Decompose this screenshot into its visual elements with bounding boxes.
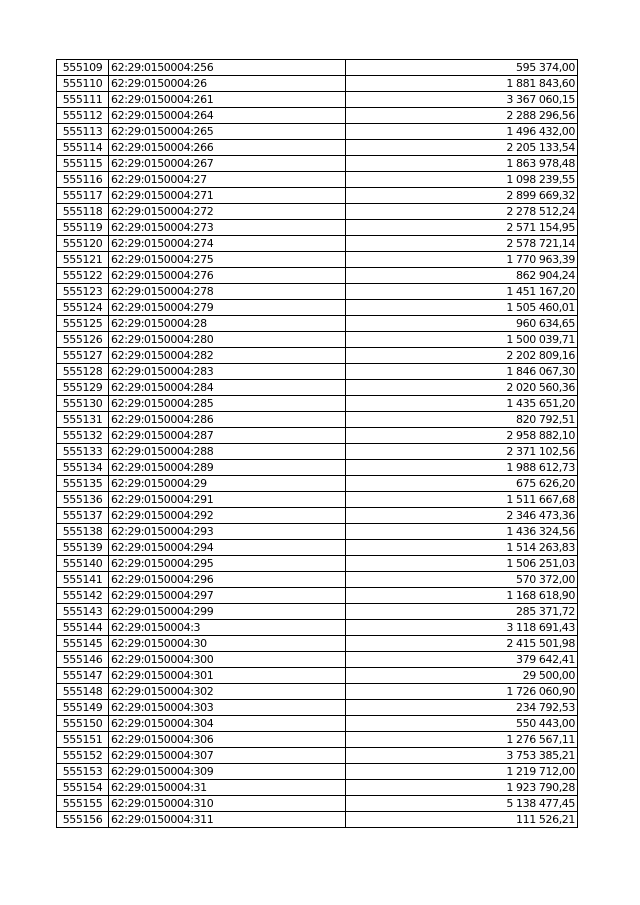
row-number: 555120 bbox=[57, 236, 109, 252]
table-row bbox=[57, 412, 578, 428]
cadastral-value: 1 506 251,03 bbox=[346, 556, 578, 572]
cadastral-number: 62:29:0150004:311 bbox=[109, 812, 346, 828]
row-number: 555111 bbox=[57, 92, 109, 108]
cadastral-number: 62:29:0150004:307 bbox=[109, 748, 346, 764]
cadastral-value: 1 511 667,68 bbox=[346, 492, 578, 508]
table-row bbox=[57, 636, 578, 652]
cadastral-number: 62:29:0150004:276 bbox=[109, 268, 346, 284]
cadastral-number: 62:29:0150004:303 bbox=[109, 700, 346, 716]
table-row bbox=[57, 140, 578, 156]
row-number: 555152 bbox=[57, 748, 109, 764]
row-number: 555133 bbox=[57, 444, 109, 460]
table-row bbox=[57, 284, 578, 300]
cadastral-number: 62:29:0150004:284 bbox=[109, 380, 346, 396]
cadastral-number: 62:29:0150004:304 bbox=[109, 716, 346, 732]
cadastral-number: 62:29:0150004:309 bbox=[109, 764, 346, 780]
cadastral-number: 62:29:0150004:287 bbox=[109, 428, 346, 444]
cadastral-number: 62:29:0150004:265 bbox=[109, 124, 346, 140]
cadastral-value: 550 443,00 bbox=[346, 716, 578, 732]
row-number: 555140 bbox=[57, 556, 109, 572]
cadastral-number: 62:29:0150004:279 bbox=[109, 300, 346, 316]
cadastral-value: 2 288 296,56 bbox=[346, 108, 578, 124]
cadastral-value: 1 726 060,90 bbox=[346, 684, 578, 700]
table-row bbox=[57, 444, 578, 460]
table-row bbox=[57, 604, 578, 620]
table-row bbox=[57, 204, 578, 220]
cadastral-value: 675 626,20 bbox=[346, 476, 578, 492]
cadastral-number: 62:29:0150004:28 bbox=[109, 316, 346, 332]
cadastral-value: 2 571 154,95 bbox=[346, 220, 578, 236]
cadastral-value: 820 792,51 bbox=[346, 412, 578, 428]
row-number: 555151 bbox=[57, 732, 109, 748]
table-row bbox=[57, 92, 578, 108]
cadastral-value: 3 753 385,21 bbox=[346, 748, 578, 764]
table-row bbox=[57, 812, 578, 828]
cadastral-number: 62:29:0150004:264 bbox=[109, 108, 346, 124]
row-number: 555132 bbox=[57, 428, 109, 444]
row-number: 555135 bbox=[57, 476, 109, 492]
table-row bbox=[57, 652, 578, 668]
cadastral-value: 1 770 963,39 bbox=[346, 252, 578, 268]
row-number: 555118 bbox=[57, 204, 109, 220]
cadastral-number: 62:29:0150004:261 bbox=[109, 92, 346, 108]
cadastral-value: 1 496 432,00 bbox=[346, 124, 578, 140]
table-row bbox=[57, 364, 578, 380]
cadastral-value: 2 205 133,54 bbox=[346, 140, 578, 156]
table-row bbox=[57, 268, 578, 284]
cadastral-number: 62:29:0150004:310 bbox=[109, 796, 346, 812]
row-number: 555122 bbox=[57, 268, 109, 284]
row-number: 555115 bbox=[57, 156, 109, 172]
cadastral-number: 62:29:0150004:294 bbox=[109, 540, 346, 556]
row-number: 555127 bbox=[57, 348, 109, 364]
cadastral-number: 62:29:0150004:27 bbox=[109, 172, 346, 188]
cadastral-number: 62:29:0150004:283 bbox=[109, 364, 346, 380]
row-number: 555117 bbox=[57, 188, 109, 204]
row-number: 555136 bbox=[57, 492, 109, 508]
row-number: 555142 bbox=[57, 588, 109, 604]
table-row bbox=[57, 156, 578, 172]
row-number: 555116 bbox=[57, 172, 109, 188]
row-number: 555138 bbox=[57, 524, 109, 540]
cadastral-value: 29 500,00 bbox=[346, 668, 578, 684]
cadastral-value: 595 374,00 bbox=[346, 60, 578, 76]
cadastral-number: 62:29:0150004:289 bbox=[109, 460, 346, 476]
cadastral-number: 62:29:0150004:286 bbox=[109, 412, 346, 428]
cadastral-number: 62:29:0150004:297 bbox=[109, 588, 346, 604]
table-row bbox=[57, 252, 578, 268]
cadastral-number: 62:29:0150004:256 bbox=[109, 60, 346, 76]
table-row bbox=[57, 172, 578, 188]
cadastral-number: 62:29:0150004:299 bbox=[109, 604, 346, 620]
row-number: 555131 bbox=[57, 412, 109, 428]
cadastral-value: 5 138 477,45 bbox=[346, 796, 578, 812]
cadastral-value: 1 514 263,83 bbox=[346, 540, 578, 556]
cadastral-value: 2 371 102,56 bbox=[346, 444, 578, 460]
table-row bbox=[57, 508, 578, 524]
row-number: 555125 bbox=[57, 316, 109, 332]
cadastral-value: 2 278 512,24 bbox=[346, 204, 578, 220]
cadastral-number: 62:29:0150004:301 bbox=[109, 668, 346, 684]
cadastral-value: 1 436 324,56 bbox=[346, 524, 578, 540]
cadastral-value: 2 415 501,98 bbox=[346, 636, 578, 652]
cadastral-value: 862 904,24 bbox=[346, 268, 578, 284]
table-row bbox=[57, 220, 578, 236]
table-row bbox=[57, 556, 578, 572]
cadastral-value: 2 020 560,36 bbox=[346, 380, 578, 396]
table-row bbox=[57, 124, 578, 140]
cadastral-value: 3 367 060,15 bbox=[346, 92, 578, 108]
table-row bbox=[57, 524, 578, 540]
row-number: 555144 bbox=[57, 620, 109, 636]
table-row bbox=[57, 716, 578, 732]
cadastral-number: 62:29:0150004:293 bbox=[109, 524, 346, 540]
table-row bbox=[57, 236, 578, 252]
table-row bbox=[57, 620, 578, 636]
cadastral-value: 2 578 721,14 bbox=[346, 236, 578, 252]
cadastral-value: 2 958 882,10 bbox=[346, 428, 578, 444]
cadastral-value: 1 863 978,48 bbox=[346, 156, 578, 172]
cadastral-value: 3 118 691,43 bbox=[346, 620, 578, 636]
row-number: 555123 bbox=[57, 284, 109, 300]
cadastral-number: 62:29:0150004:275 bbox=[109, 252, 346, 268]
row-number: 555139 bbox=[57, 540, 109, 556]
table-row bbox=[57, 748, 578, 764]
row-number: 555143 bbox=[57, 604, 109, 620]
cadastral-number: 62:29:0150004:267 bbox=[109, 156, 346, 172]
cadastral-value: 1 505 460,01 bbox=[346, 300, 578, 316]
cadastral-value: 1 435 651,20 bbox=[346, 396, 578, 412]
cadastral-value: 2 202 809,16 bbox=[346, 348, 578, 364]
cadastral-number: 62:29:0150004:3 bbox=[109, 620, 346, 636]
row-number: 555110 bbox=[57, 76, 109, 92]
row-number: 555153 bbox=[57, 764, 109, 780]
table-row bbox=[57, 668, 578, 684]
table-row bbox=[57, 316, 578, 332]
cadastral-number: 62:29:0150004:29 bbox=[109, 476, 346, 492]
cadastral-value: 1 168 618,90 bbox=[346, 588, 578, 604]
row-number: 555147 bbox=[57, 668, 109, 684]
row-number: 555137 bbox=[57, 508, 109, 524]
row-number: 555156 bbox=[57, 812, 109, 828]
cadastral-number: 62:29:0150004:266 bbox=[109, 140, 346, 156]
cadastral-value: 2 346 473,36 bbox=[346, 508, 578, 524]
table-row bbox=[57, 108, 578, 124]
table-row bbox=[57, 540, 578, 556]
row-number: 555109 bbox=[57, 60, 109, 76]
row-number: 555146 bbox=[57, 652, 109, 668]
row-number: 555113 bbox=[57, 124, 109, 140]
table-row bbox=[57, 764, 578, 780]
row-number: 555148 bbox=[57, 684, 109, 700]
table-row bbox=[57, 300, 578, 316]
row-number: 555141 bbox=[57, 572, 109, 588]
row-number: 555154 bbox=[57, 780, 109, 796]
row-number: 555126 bbox=[57, 332, 109, 348]
row-number: 555124 bbox=[57, 300, 109, 316]
table-row bbox=[57, 332, 578, 348]
row-number: 555128 bbox=[57, 364, 109, 380]
cadastral-number: 62:29:0150004:274 bbox=[109, 236, 346, 252]
cadastral-number: 62:29:0150004:278 bbox=[109, 284, 346, 300]
cadastral-number: 62:29:0150004:296 bbox=[109, 572, 346, 588]
cadastral-number: 62:29:0150004:300 bbox=[109, 652, 346, 668]
row-number: 555121 bbox=[57, 252, 109, 268]
table-row bbox=[57, 60, 578, 76]
cadastral-number: 62:29:0150004:295 bbox=[109, 556, 346, 572]
table-body bbox=[57, 60, 578, 828]
cadastral-number: 62:29:0150004:285 bbox=[109, 396, 346, 412]
table-row bbox=[57, 700, 578, 716]
row-number: 555112 bbox=[57, 108, 109, 124]
table-row bbox=[57, 588, 578, 604]
row-number: 555155 bbox=[57, 796, 109, 812]
cadastral-number: 62:29:0150004:271 bbox=[109, 188, 346, 204]
cadastral-value: 960 634,65 bbox=[346, 316, 578, 332]
row-number: 555130 bbox=[57, 396, 109, 412]
row-number: 555114 bbox=[57, 140, 109, 156]
cadastral-value: 234 792,53 bbox=[346, 700, 578, 716]
table-row bbox=[57, 380, 578, 396]
cadastral-value: 1 451 167,20 bbox=[346, 284, 578, 300]
cadastral-value: 1 881 843,60 bbox=[346, 76, 578, 92]
cadastral-value: 1 923 790,28 bbox=[346, 780, 578, 796]
table-row bbox=[57, 348, 578, 364]
cadastral-number: 62:29:0150004:291 bbox=[109, 492, 346, 508]
cadastral-number: 62:29:0150004:272 bbox=[109, 204, 346, 220]
cadastral-value-table bbox=[56, 59, 578, 828]
row-number: 555134 bbox=[57, 460, 109, 476]
cadastral-number: 62:29:0150004:280 bbox=[109, 332, 346, 348]
cadastral-number: 62:29:0150004:273 bbox=[109, 220, 346, 236]
table-row bbox=[57, 732, 578, 748]
row-number: 555149 bbox=[57, 700, 109, 716]
table-row bbox=[57, 796, 578, 812]
row-number: 555129 bbox=[57, 380, 109, 396]
cadastral-value: 1 500 039,71 bbox=[346, 332, 578, 348]
row-number: 555145 bbox=[57, 636, 109, 652]
cadastral-value: 1 988 612,73 bbox=[346, 460, 578, 476]
cadastral-number: 62:29:0150004:302 bbox=[109, 684, 346, 700]
cadastral-number: 62:29:0150004:292 bbox=[109, 508, 346, 524]
cadastral-value: 285 371,72 bbox=[346, 604, 578, 620]
cadastral-number: 62:29:0150004:30 bbox=[109, 636, 346, 652]
cadastral-number: 62:29:0150004:26 bbox=[109, 76, 346, 92]
cadastral-value: 1 846 067,30 bbox=[346, 364, 578, 380]
table-row bbox=[57, 780, 578, 796]
table-row bbox=[57, 396, 578, 412]
table-row bbox=[57, 460, 578, 476]
cadastral-value: 379 642,41 bbox=[346, 652, 578, 668]
table-row bbox=[57, 76, 578, 92]
table-row bbox=[57, 684, 578, 700]
cadastral-value: 111 526,21 bbox=[346, 812, 578, 828]
table-row bbox=[57, 188, 578, 204]
cadastral-value: 1 276 567,11 bbox=[346, 732, 578, 748]
row-number: 555150 bbox=[57, 716, 109, 732]
cadastral-number: 62:29:0150004:306 bbox=[109, 732, 346, 748]
cadastral-value: 1 098 239,55 bbox=[346, 172, 578, 188]
cadastral-number: 62:29:0150004:31 bbox=[109, 780, 346, 796]
cadastral-value: 570 372,00 bbox=[346, 572, 578, 588]
cadastral-value: 1 219 712,00 bbox=[346, 764, 578, 780]
table-row bbox=[57, 492, 578, 508]
cadastral-value: 2 899 669,32 bbox=[346, 188, 578, 204]
cadastral-number: 62:29:0150004:288 bbox=[109, 444, 346, 460]
cadastral-number: 62:29:0150004:282 bbox=[109, 348, 346, 364]
table-row bbox=[57, 428, 578, 444]
table-row bbox=[57, 476, 578, 492]
row-number: 555119 bbox=[57, 220, 109, 236]
table-row bbox=[57, 572, 578, 588]
